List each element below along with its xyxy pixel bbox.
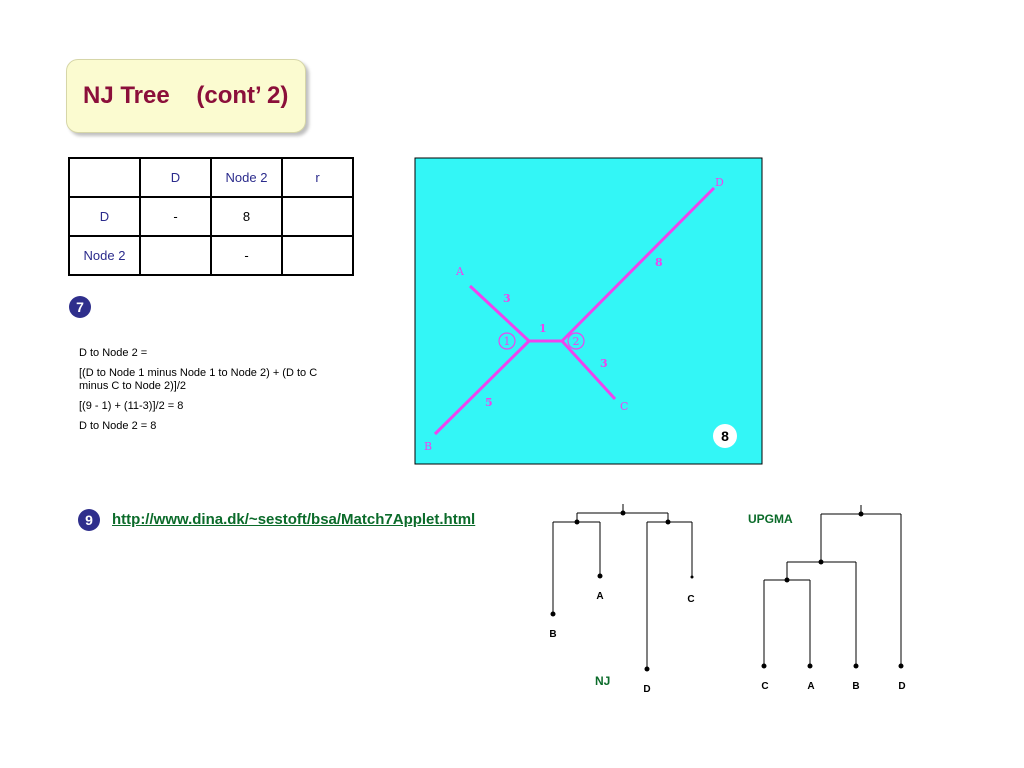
table-header-cell: Node 2 — [211, 158, 282, 197]
step-8-label: 8 — [721, 428, 729, 444]
table-cell: - — [211, 236, 282, 275]
upgma-leaf-a: A — [807, 681, 815, 692]
edge-length-a: 3 — [503, 292, 511, 305]
leaf-c-label: C — [620, 400, 629, 413]
upgma-leaf-d: D — [898, 681, 906, 692]
leaf-d-label: D — [715, 176, 724, 189]
applet-link[interactable]: http://www.dina.dk/~sestoft/bsa/Match7Applet.html — [112, 511, 476, 528]
nj-label: NJ — [595, 674, 611, 688]
edge-length-d: 8 — [655, 256, 663, 269]
leaf-b-label: B — [424, 440, 433, 453]
edge-length-b: 5 — [485, 396, 493, 409]
calc-line: D to Node 2 = — [79, 347, 148, 359]
step-7-badge: 7 — [69, 296, 91, 318]
nj-leaf-a: A — [596, 591, 604, 602]
step-9-badge: 9 — [78, 509, 100, 531]
edge-length-c: 3 — [600, 357, 608, 370]
leaf-a-label: A — [456, 265, 464, 278]
upgma-leaf-b: B — [852, 681, 860, 692]
edge-length-internal: 1 — [539, 322, 547, 335]
node-1-label: 1 — [503, 335, 511, 348]
nj-leaf-d: D — [643, 684, 651, 695]
unrooted-tree-panel — [415, 158, 762, 464]
node-2-label: 2 — [572, 335, 580, 348]
calc-line: [(9 - 1) + (11-3)]/2 = 8 — [79, 400, 184, 412]
table-cell: - — [140, 197, 211, 236]
slide-title: NJ Tree (cont’ 2) — [83, 82, 289, 109]
upgma-label: UPGMA — [748, 512, 793, 526]
table-header-cell: r — [282, 158, 353, 197]
upgma-leaf-c: C — [761, 681, 769, 692]
nj-leaf-c: C — [687, 594, 695, 605]
nj-dendrogram — [549, 504, 694, 695]
table-cell: 8 — [211, 197, 282, 236]
table-header-cell: D — [140, 158, 211, 197]
table-row-label: D — [69, 197, 140, 236]
calc-line: D to Node 2 = 8 — [79, 420, 157, 432]
tree-background — [415, 158, 762, 464]
table-row-label: Node 2 — [69, 236, 140, 275]
nj-leaf-b: B — [549, 629, 557, 640]
upgma-dendrogram — [748, 505, 906, 692]
calc-line: [(D to Node 1 minus Node 1 to Node 2) + (D to C minus C to Node 2)]/2 — [79, 367, 318, 392]
